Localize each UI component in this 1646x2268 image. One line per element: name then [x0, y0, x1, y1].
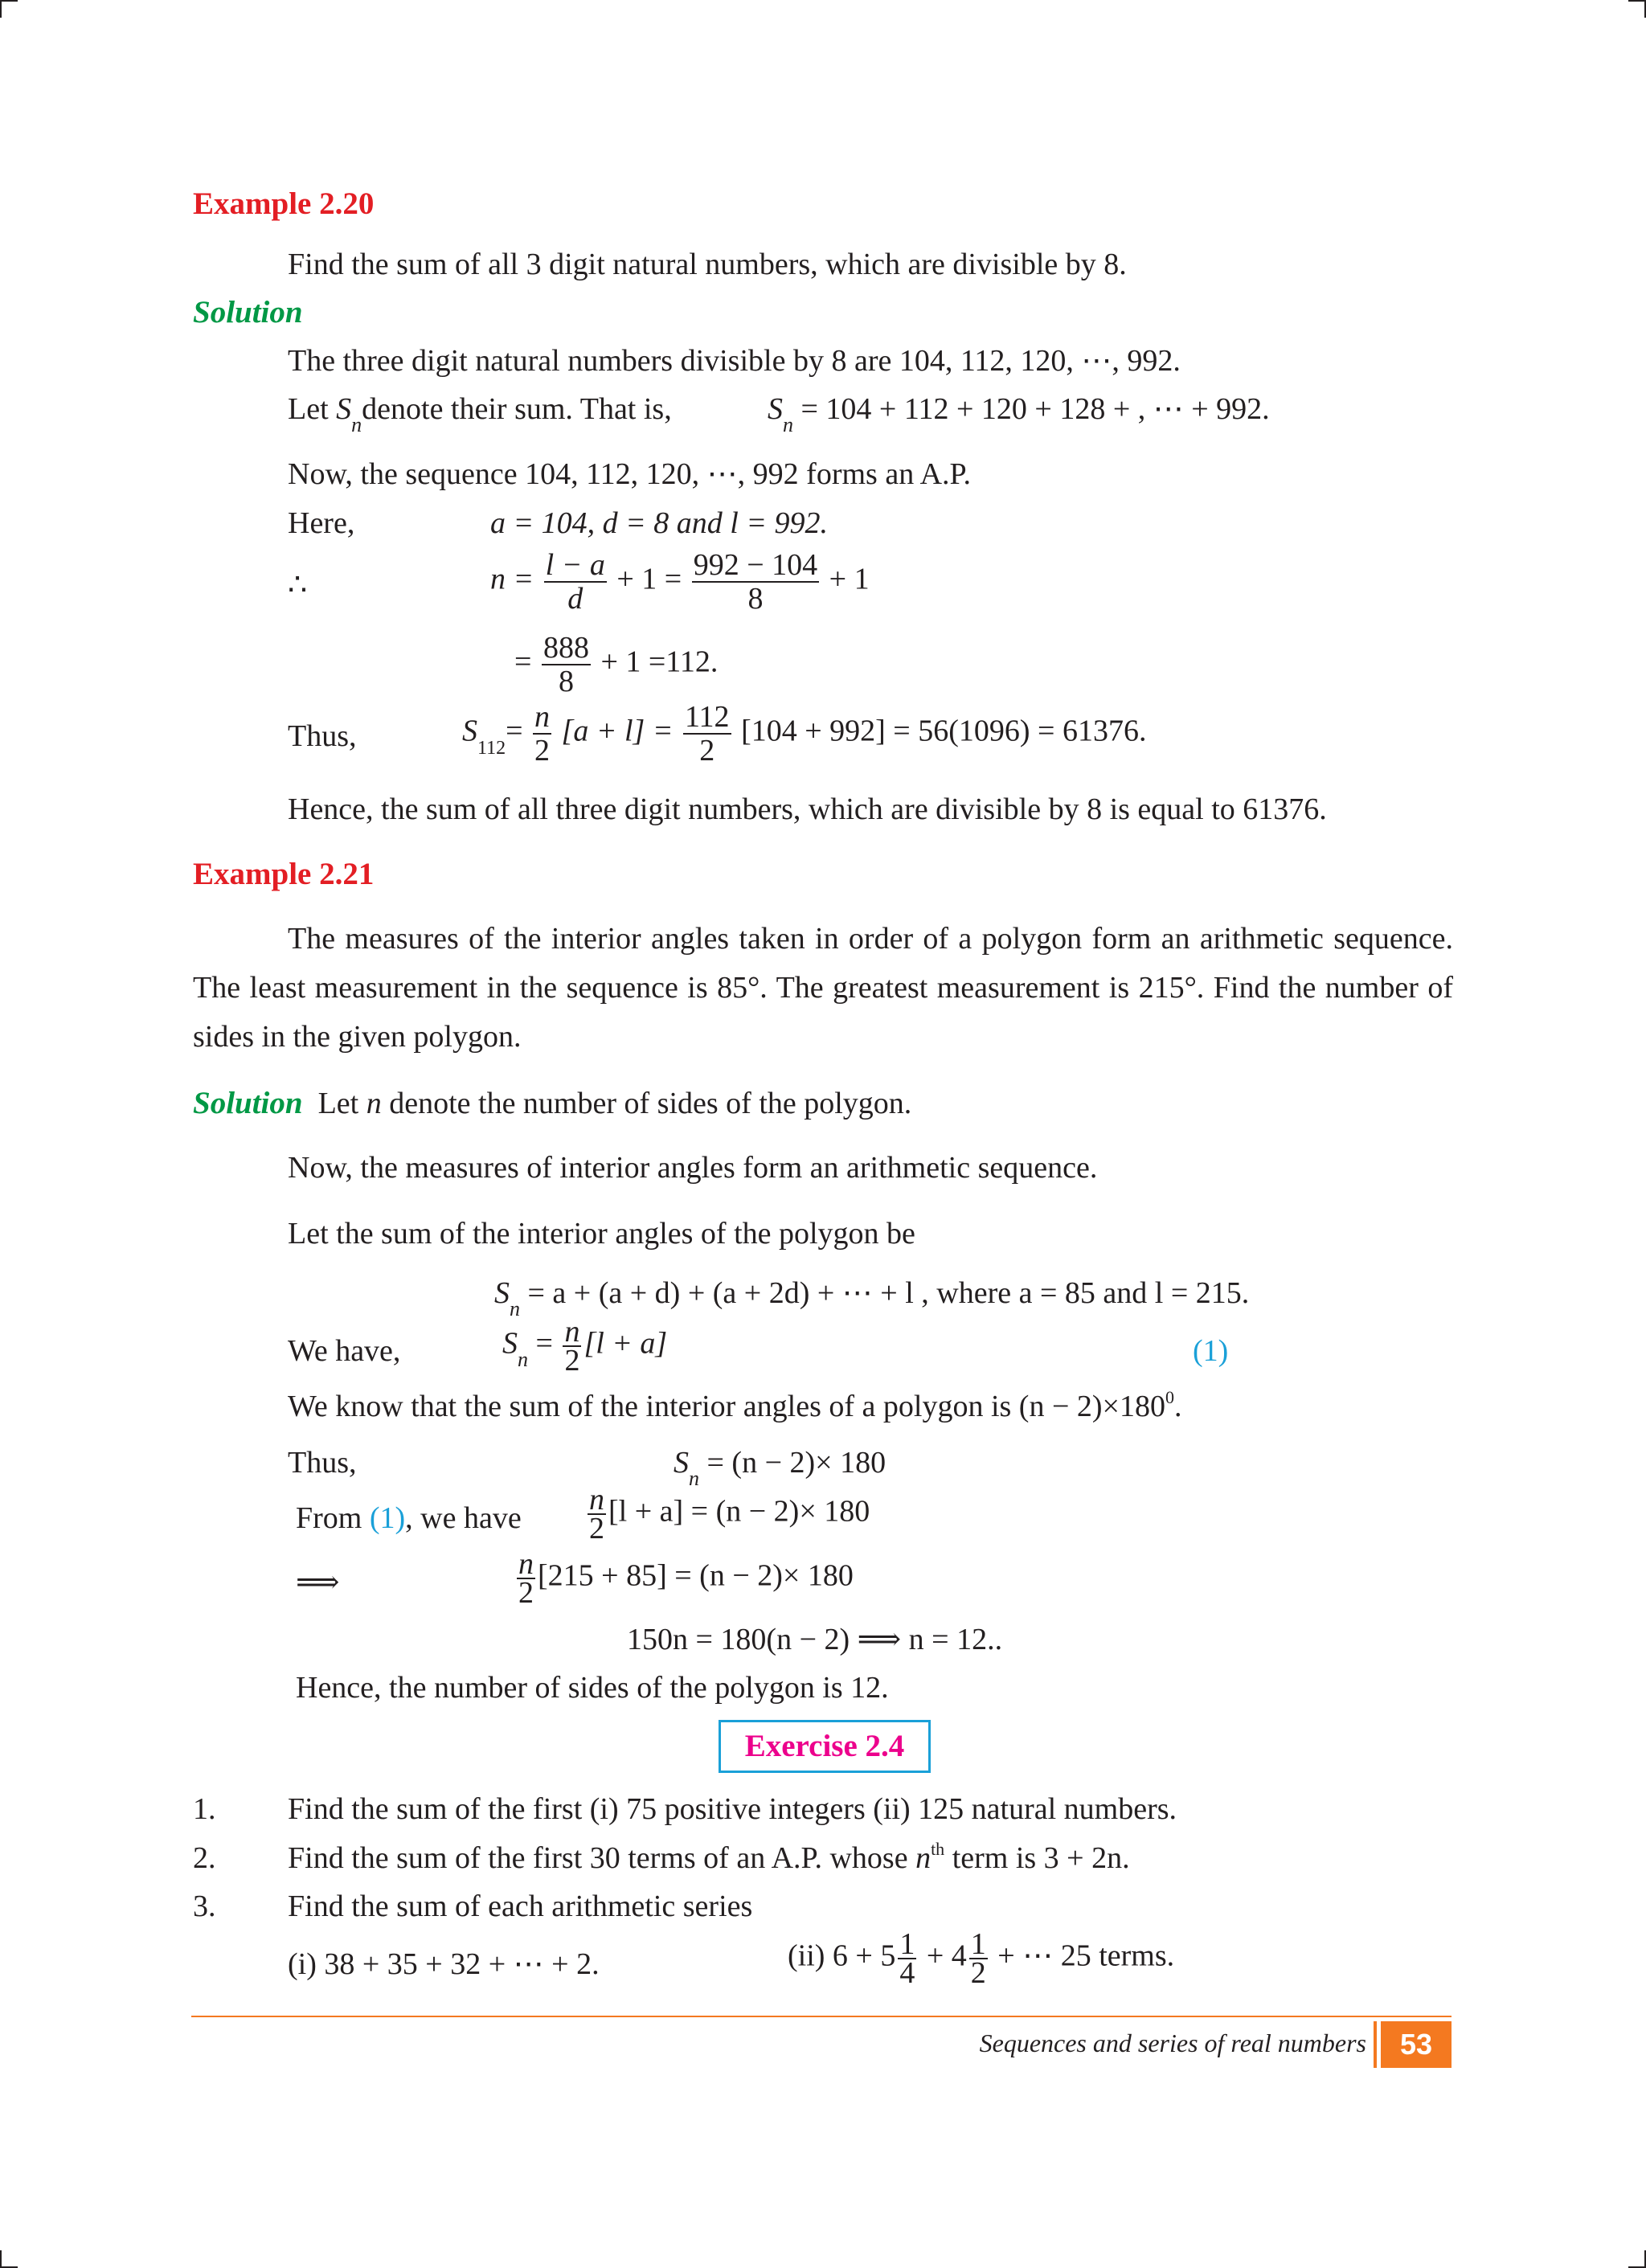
example-2-20-heading: Example 2.20: [193, 186, 375, 221]
crop-mark-bottom-right: [1628, 2250, 1646, 2268]
fraction: $\frac{112}{2}$: [684, 700, 730, 768]
fraction: $\frac{n}{2}$: [589, 1483, 604, 1545]
chapter-title: Sequences and series of real numbers: [979, 2029, 1366, 2057]
sum-expression: $S_n = 104 + 112 + 120 + 128$ + , ⋯ + 992.: [768, 392, 1270, 436]
solution-line: Now, the sequence 104, 112, 120, ⋯, 992 forms an A.P.: [288, 457, 971, 491]
crop-mark-top-left: [0, 0, 18, 18]
example-2-20-question: Find the sum of all 3 digit natural numbers, which are divisible by 8.: [288, 248, 1127, 281]
final-equation: 150n = 180(n − 2) ⟹ n = 12..: [627, 1623, 1003, 1656]
fraction: $\frac{1}{4}$: [899, 1927, 915, 1990]
question-text: Find the sum of the first 30 terms of an A.P. whose $n^{th}$ term is 3 + 2n.: [288, 1839, 1130, 1875]
question-part-ii: (ii) 6 + 5 $\frac{1}{4}$ + 4 $\frac{1}{2}$ + ⋯ 25 terms.: [788, 1927, 1175, 1990]
crop-mark-bottom-left: [0, 2250, 18, 2268]
fraction: $\frac{n}{2}$: [534, 700, 551, 768]
fraction: $\frac{1}{2}$: [970, 1927, 986, 1990]
question-part-i: (i) 38 + 35 + 32 + ⋯ + 2.: [288, 1947, 600, 1981]
question-number: 2.: [193, 1841, 216, 1875]
question-number: 1.: [193, 1792, 216, 1826]
n-formula: n = $\frac{l - a}{d}$ + 1 = $\frac{992 - 104}{8}$ + 1: [490, 548, 870, 616]
therefore-symbol: ∴: [288, 568, 308, 602]
fraction: $\frac{n}{2}$: [518, 1547, 534, 1610]
page-number: 53: [1381, 2021, 1452, 2068]
thus-label: Thus,: [288, 719, 357, 753]
equation-reference-1-link[interactable]: (1): [369, 1501, 406, 1535]
here-label: Here,: [288, 506, 355, 540]
implies-symbol: ⟹: [296, 1566, 340, 1599]
fraction: $\frac{992 - 104}{8}$: [693, 548, 818, 616]
example-2-21-question: The measures of the interior angles taken in order of a polygon form an arithmetic sequence. The least measurement in the sequence is 85°. The greatest measurement is 215°. Find the number of sides in the given polygon.: [193, 922, 1453, 1054]
equation-reference-1: (1): [1193, 1334, 1229, 1368]
solution-line: Let the sum of the interior angles of the polygon be: [288, 1217, 915, 1251]
n-formula-step: = $\frac{888}{8}$ + 1 =112.: [514, 631, 719, 698]
equation-step: $\frac{n}{2}$ [215 + 85] = (n − 2)× 180: [518, 1547, 854, 1610]
question-text: Find the sum of the first (i) 75 positive integers (ii) 125 natural numbers.: [288, 1792, 1177, 1826]
question-number: 3.: [193, 1889, 216, 1923]
solution-line: The three digit natural numbers divisible by 8 are 104, 112, 120, ⋯, 992.: [288, 344, 1181, 378]
crop-mark-top-right: [1628, 0, 1646, 18]
equation-step: $\frac{n}{2}$ [l + a] = (n − 2)× 180: [589, 1483, 870, 1545]
footer-divider: [1374, 2021, 1377, 2068]
solution-line: Now, the measures of interior angles form an arithmetic sequence.: [288, 1151, 1098, 1185]
ap-values: a = 104, d = 8 and l = 992.: [490, 506, 828, 540]
example-2-20-conclusion: Hence, the sum of all three digit numbers, which are divisible by 8 is equal to 61376.: [288, 792, 1327, 826]
example-2-21-heading: Example 2.21: [193, 857, 375, 891]
fraction: $\frac{n}{2}$: [564, 1315, 580, 1378]
solution-line: Solution Let n denote the number of sides of the polygon.: [193, 1086, 912, 1120]
sum-result: $S_{112}=$ $\frac{n}{2}$ [a + l] = $\frac{112}{2}$ [104 + 992] = 56(1096) = 61376.: [462, 700, 1147, 768]
example-2-21-conclusion: Hence, the number of sides of the polygon is 12.: [296, 1671, 889, 1705]
solution-line: We know that the sum of the interior angles of a polygon is $(n - 2)\times 180^0$.: [288, 1387, 1182, 1423]
thus-label: Thus,: [288, 1446, 357, 1480]
fraction: $\frac{888}{8}$: [543, 631, 589, 698]
solution-line: Let $S_ndenote$ their sum. That is,: [288, 392, 672, 436]
fraction: $\frac{l - a}{d}$: [545, 548, 605, 616]
sn-formula: $S_n$ = $\frac{n}{2}$ [l + a]: [502, 1315, 668, 1378]
exercise-title: Exercise 2.4: [719, 1720, 931, 1773]
sn-expression: $S_n = a + (a + d) + (a + 2d)$ + ⋯ + l , where a = 85 and l = 215.: [494, 1276, 1250, 1320]
question-text: Find the sum of each arithmetic series: [288, 1889, 753, 1923]
sn-angle-sum: $S_n = (n - 2)\times 180$: [674, 1446, 886, 1490]
we-have-label: We have,: [288, 1334, 401, 1368]
footer-rule: [191, 2016, 1452, 2017]
solution-label: Solution: [193, 295, 303, 330]
solution-line: From (1), we have: [296, 1501, 522, 1535]
